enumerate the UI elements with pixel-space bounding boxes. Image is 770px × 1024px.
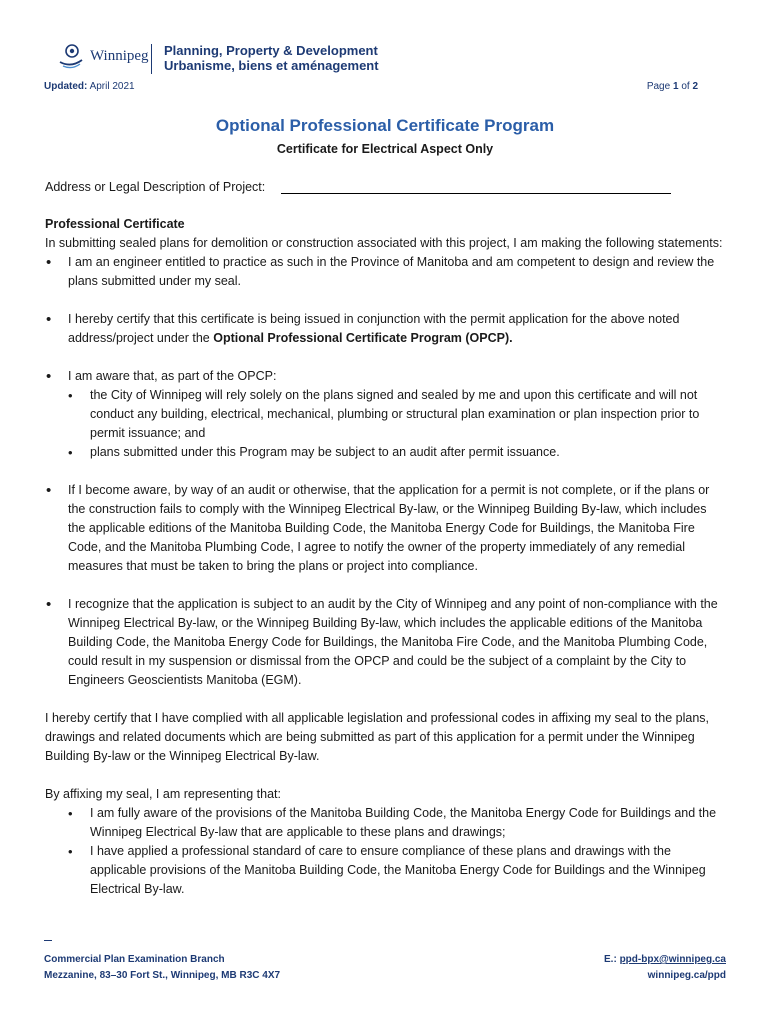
statement-item: • I am an engineer entitled to practice as such in the Province of Manitoba and am competent to design and review the plans submitted under my seal.	[45, 253, 725, 291]
seal-statement-item: • I am fully aware of the provisions of the Manitoba Building Code, the Manitoba Energy Code for Buildings and the Winnipeg Electrical By-law that are applicable to these plans and drawings;	[45, 804, 725, 842]
document-subtitle: Certificate for Electrical Aspect Only	[276, 142, 494, 156]
department-name-en: Planning, Property & Development	[164, 43, 378, 58]
intro-text: In submitting sealed plans for demolition or construction associated with this project, I am making the following statements:	[45, 236, 723, 250]
winnipeg-logo-icon	[58, 42, 84, 70]
department-name-fr: Urbanisme, biens et aménagement	[164, 58, 379, 73]
branch-name: Commercial Plan Examination Branch	[44, 954, 225, 965]
email-line: E.: ppd-bpx@winnipeg.ca	[604, 954, 726, 965]
footer-contact	[604, 952, 726, 984]
footer-branch	[44, 952, 280, 984]
seal-statement-item: • I have applied a professional standard of care to ensure compliance of these plans and drawings with the applicable provisions of the Manitoba Building Code, the Manitoba Energy Code for Buildings and the Winnipeg Electrical By-law.	[45, 842, 725, 899]
footer-rule	[44, 940, 52, 941]
certificate-body	[45, 215, 725, 899]
address-label: Address or Legal Description of Project:	[45, 180, 266, 194]
section-heading: Professional Certificate	[45, 217, 185, 231]
department-name	[164, 43, 379, 73]
statement-item: • I am aware that, as part of the OPCP:	[45, 367, 725, 386]
logo-wordmark: Winnipeg	[90, 48, 149, 64]
branch-address: Mezzanine, 83–30 Fort St., Winnipeg, MB R3C 4X7	[44, 970, 281, 981]
statement-item: • I hereby certify that this certificate is being issued in conjunction with the permit application for the above noted address/project under the Optional Professional Certificate Program (OPCP).	[45, 310, 725, 348]
seal-intro: By affixing my seal, I am representing that:	[45, 787, 281, 801]
page-number: Page 1 of 2	[646, 81, 698, 92]
sub-statement-item: • the City of Winnipeg will rely solely on the plans signed and sealed by me and upon this certificate and will not conduct any building, electrical, mechanical, plumbing or structural plan examination or plan inspection prior to permit issuance; and	[45, 386, 725, 443]
header	[44, 40, 734, 80]
header-divider	[151, 44, 152, 74]
address-input-line[interactable]	[281, 193, 671, 194]
certification-paragraph: I hereby certify that I have complied with all applicable legislation and professional codes in affixing my seal to the plans, drawings and related documents which are being submitted as part of this application for a permit under the Winnipeg Building By-law or the Winnipeg Electrical By-law.	[45, 711, 710, 763]
footer	[44, 940, 726, 981]
email-link[interactable]: ppd-bpx@winnipeg.ca	[619, 954, 726, 965]
updated-date: Updated: April 2021	[44, 81, 135, 92]
statement-item: • If I become aware, by way of an audit or otherwise, that the application for a permit is not complete, or if the plans or the construction fails to comply with the Winnipeg Electrical By-law, or the Winnipeg Building By-law, which includes the applicable editions of the Manitoba Building Code, the Manitoba Energy Code for Buildings, the Manitoba Fire Code, and the Manitoba Plumbing Code, I agree to notify the owner of the property immediately of any remedial measures that must be taken to bring the plans or project into compliance.	[45, 481, 725, 576]
statement-item: • I recognize that the application is subject to an audit by the City of Winnipeg and any point of non-compliance with the Winnipeg Electrical By-law, or the Winnipeg Building By-law, which includes the applicable editions of the Manitoba Building Code, the Manitoba Energy Code for Buildings, the Manitoba Fire Code, and the Manitoba Plumbing Code, could result in my suspension or dismissal from the OPCP and could be the subject of a complaint by the City to Engineers Geoscientists Manitoba (EGM).	[45, 595, 725, 690]
document-title: Optional Professional Certificate Program	[215, 116, 555, 135]
website-link[interactable]: winnipeg.ca/ppd	[647, 970, 726, 981]
sub-statement-item: • plans submitted under this Program may be subject to an audit after permit issuance.	[45, 443, 725, 462]
